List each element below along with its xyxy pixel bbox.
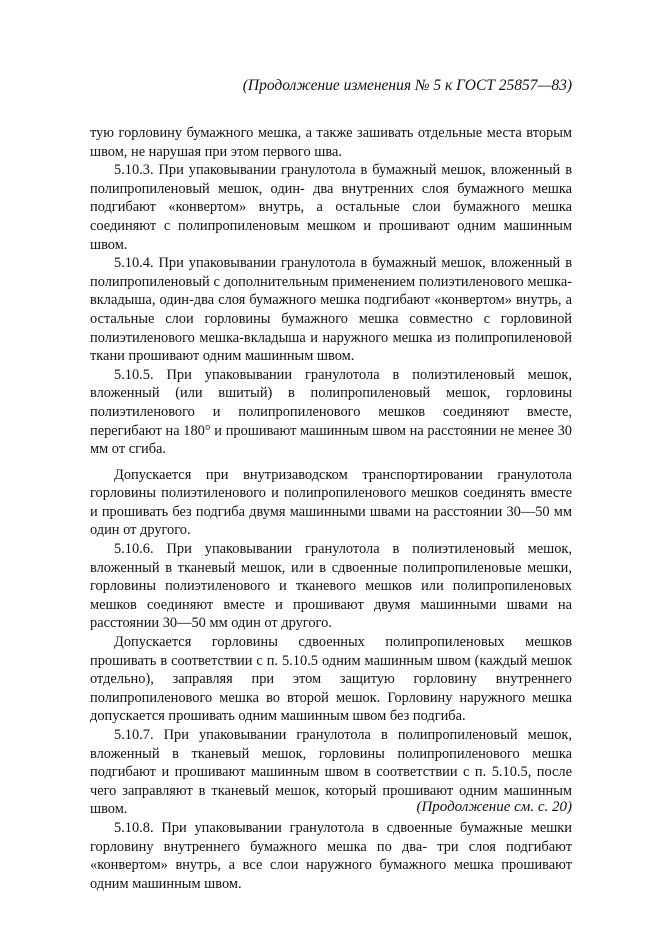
paragraph-5-10-3: 5.10.3. При упаковывании гранулотола в бумажный мешок, вложенный в полипропиленовый мешок, один- два внутренних слоя бумажного мешка подгибают «конвертом» внутрь, а остальные слои бумажного мешка соединяют с полипропиленовым мешком и прошивают одним машинным швом. <box>90 162 572 253</box>
paragraph-5-10-6: 5.10.6. При упаковывании гранулотола в полиэтиленовый мешок, вложенный в тканевый мешок, или в сдвоенные полипропиленовые мешки, горловины полиэтиленового и тканевого мешков или полипропиленовых мешков соединяют вместе и прошивают двумя машинными швами на расстоянии 30—50 мм один от другого. <box>90 541 572 632</box>
paragraph-5-10-4: 5.10.4. При упаковывании гранулотола в бумажный мешок, вложенный в полипропиленовый с дополнительным применением полиэтиленового мешка-вкладыша, один-два слоя бумажного мешка подгибают «конвертом» внутрь, а остальные слои горловины бумажного мешка совместно с горловиной полиэтиленового мешка-вкладыша и наружного мешка из полипропиленовой ткани прошивают одним машинным швом. <box>90 255 572 365</box>
page-header: (Продолжение изменения № 5 к ГОСТ 25857—83) <box>242 77 572 94</box>
paragraph-5-10-5: 5.10.5. При упаковывании гранулотола в полиэтиленовый мешок, вложенный (или вшитый) в полипропиленовый мешок, горловины полиэтиленового и полипропиленового мешков соединяют вместе, перегибают на 180° и прошивают машинным швом на расстоянии не менее 30 мм от сгиба. <box>90 366 572 458</box>
paragraph-5-10-7: 5.10.7. При упаковывании гранулотола в полипропиленовый мешок, вложенный в тканевый мешок, горловины полипропиленового мешка подгибают и прошивают машинным швом в соответствии с п. 5.10.5, после чего заправляют в тканевый мешок, который прошивают одним машинным швом. <box>90 727 572 818</box>
page-footer: (Продолжение см. с. 20) <box>416 799 572 815</box>
paragraph-allowance-1: Допускается при внутризаводском транспортировании гранулотола горловины полиэтиленового и полипропиленового мешков соединять вместе и прошивать без подгиба двумя машинными швами на расстоянии 30—50 мм один от другого. <box>90 466 572 539</box>
paragraph-allowance-2: Допускается горловины сдвоенных полипропиленовых мешков прошивать в соответствии с п. 5.10.5 одним машинным швом (каждый мешок отдельно), заправляя при этом защитую горловину внутреннего полипропиленового мешка во второй мешок. Горловину наружного мешка допускается прошивать одним машинным швом без подгиба. <box>90 634 572 725</box>
paragraph-continuation: тую горловину бумажного мешка, а также зашивать отдельные места вторым швом, не нарушая при этом первого шва. <box>90 125 572 160</box>
body-text <box>90 124 572 893</box>
paragraph-5-10-8: 5.10.8. При упаковывании гранулотола в сдвоенные бумажные мешки горловину внутреннего бумажного мешка по два- три слоя подгибают «конвертом» внутрь, а все слои наружного бумажного мешка прошивают одним машинным швом. <box>90 819 572 892</box>
